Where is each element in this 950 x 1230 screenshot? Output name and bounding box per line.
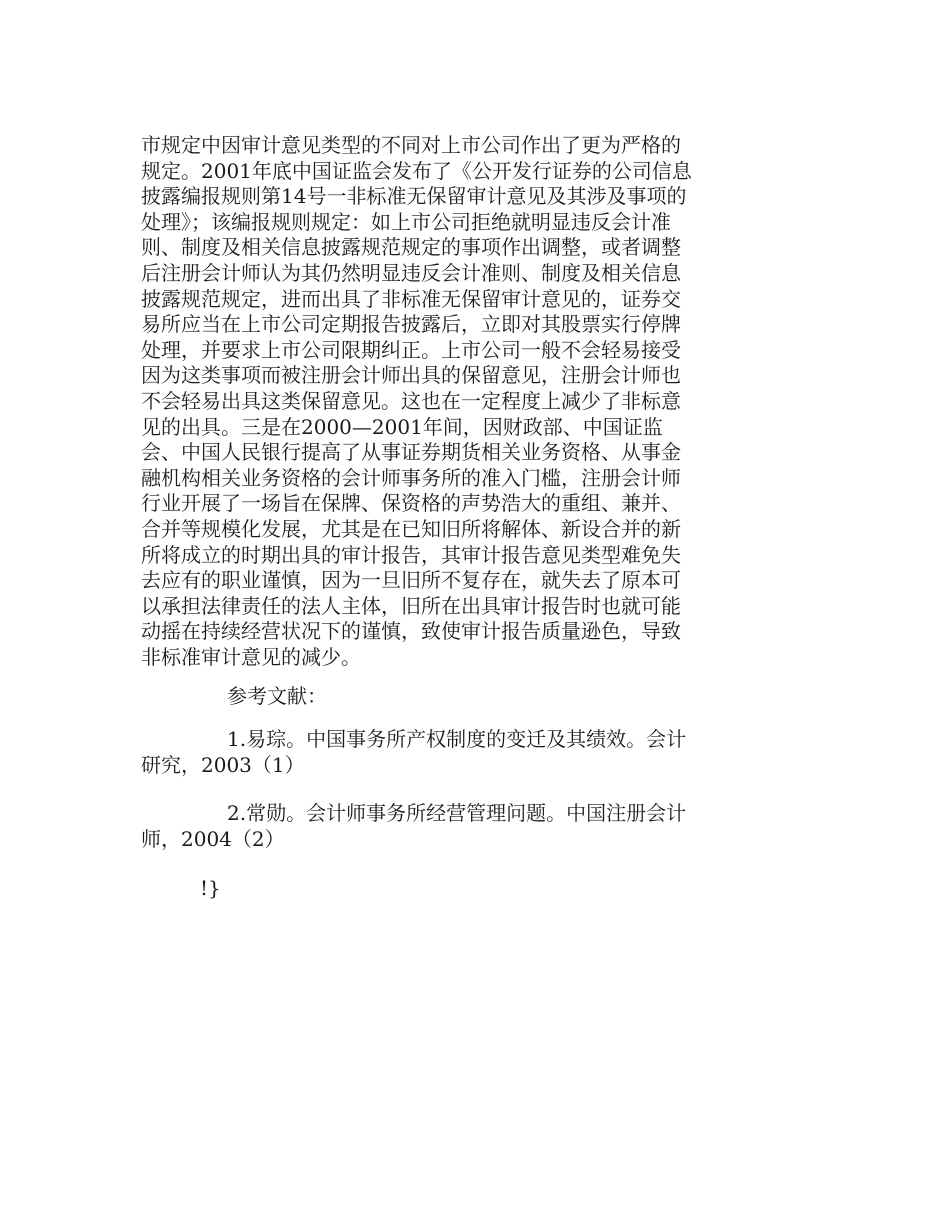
reference-line: 研究，2003（1） [141,752,305,777]
body-line: 因为这类事项而被注册会计师出具的保留意见，注册会计师也 [141,363,681,388]
body-line: 行业开展了一场旨在保牌、保资格的声势浩大的重组、兼并、 [141,491,681,516]
references-heading: 参考文献： [227,684,327,708]
body-line: 不会轻易出具这类保留意见。这也在一定程度上减少了非标意 [141,388,681,413]
body-line: 会、中国人民银行提高了从事证券期货相关业务资格、从事金 [141,440,681,465]
body-line: 合并等规模化发展，尤其是在已知旧所将解体、新设合并的新 [141,516,681,541]
reference-line: 师，2004（2） [141,826,285,851]
reference-line: 1.易琮。中国事务所产权制度的变迁及其绩效。会计 [227,727,687,751]
body-line: 市规定中因审计意见类型的不同对上市公司作出了更为严格的 [141,133,681,157]
body-line: 以承担法律责任的法人主体，旧所在出具审计报告时也就可能 [141,593,681,618]
body-line: 披露编报规则第14号一非标准无保留审计意见及其涉及事项的 [141,184,687,209]
body-line: 所将成立的时期出具的审计报告，其审计报告意见类型难免失 [141,542,681,567]
body-line: 规定。2001年底中国证监会发布了《公开发行证券的公司信息 [141,158,692,183]
reference-line: 2.常勋。会计师事务所经营管理问题。中国注册会计 [227,801,687,825]
body-paragraph [141,133,761,670]
body-line: 融机构相关业务资格的会计师事务所的准入门槛，注册会计师 [141,465,681,490]
body-line: 后注册会计师认为其仍然明显违反会计准则、制度及相关信息 [141,260,681,285]
body-line: 动摇在持续经营状况下的谨慎，致使审计报告质量逊色，导致 [141,619,681,644]
body-line: 则、制度及相关信息披露规范规定的事项作出调整，或者调整 [141,235,681,260]
body-line: 见的出具。三是在2000—2001年间，因财政部、中国证监 [141,414,663,439]
body-line: 处理》；该编报规则规定：如上市公司拒绝就明显违反会计准 [141,209,671,234]
reference-item [141,727,761,778]
reference-item [141,801,761,852]
body-line: 易所应当在上市公司定期报告披露后，立即对其股票实行停牌 [141,312,681,337]
footer-mark: !} [200,876,221,900]
body-line: 披露规范规定，进而出具了非标准无保留审计意见的，证券交 [141,286,681,311]
body-line: 去应有的职业谨慎，因为一旦旧所不复存在，就失去了原本可 [141,568,681,593]
body-line: 处理，并要求上市公司限期纠正。上市公司一般不会轻易接受 [141,337,681,362]
body-line: 非标准审计意见的减少。 [141,644,361,669]
